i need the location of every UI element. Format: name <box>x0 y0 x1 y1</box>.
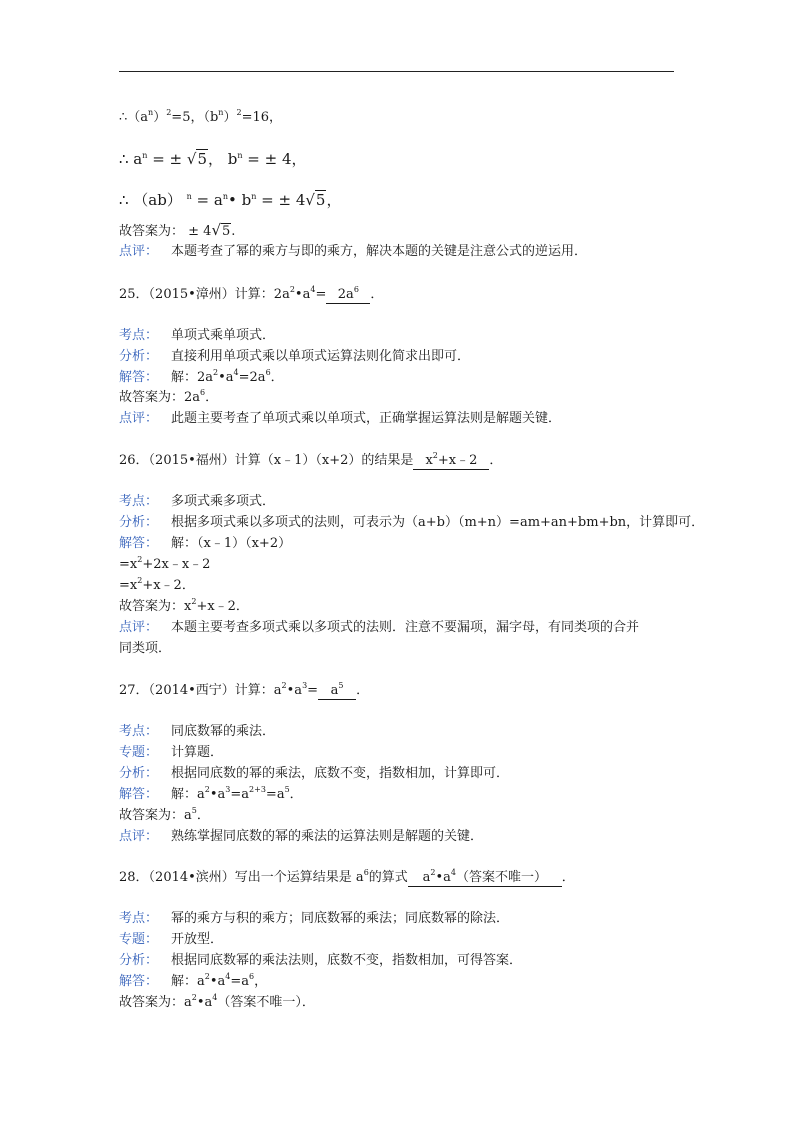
answer-blank: $a^5$ <box>318 683 356 700</box>
q27-dianping: 点评： 熟练掌握同底数的幂的乘法的运算法则是解题的关键． <box>119 829 484 844</box>
q27-kaodian: 考点： 同底数幂的乘法． <box>119 724 276 739</box>
question-27-title: 27．（2014•西宁）计算：$a^2•a^3= a^5$ ． <box>119 681 370 698</box>
header-rule <box>119 71 674 72</box>
q26-step2: $=x^2+x﹣2$． <box>119 576 195 593</box>
q26-answer: 故答案为：$x^2+x﹣2$． <box>119 597 249 614</box>
q28-jieda: 解答： 解：$a^2•a^4=a^6$， <box>119 972 268 989</box>
q27-fenxi: 分析： 根据同底数的幂的乘法，底数不变，指数相加，计算即可． <box>119 766 510 781</box>
sqrt-symbol: √5 <box>305 191 326 209</box>
label-dianping: 点评： <box>119 244 159 259</box>
q26-step1: $=x^2+2x﹣x﹣2$ <box>119 555 211 572</box>
solution-line-2: ∴ $a^n$ = ± √5， $b^n$ = ± 4， <box>119 150 307 168</box>
q27-answer: 故答案为：$a^5$． <box>119 806 210 823</box>
answer-blank: $a^2•a^4$（答案不唯一） <box>408 870 562 887</box>
q26-jieda: 解答： 解：（x﹣1）（x+2） <box>119 536 292 551</box>
q28-zhuanti: 专题： 开放型． <box>119 932 224 947</box>
q25-kaodian: 考点： 单项式乘单项式． <box>119 328 276 343</box>
q27-jieda: 解答： 解：$a^2•a^3=a^{2+3}=a^5$． <box>119 785 303 802</box>
q25-fenxi: 分析： 直接利用单项式乘以单项式运算法则化简求出即可． <box>119 349 471 364</box>
question-26-title: 26．（2015•福州）计算（x﹣1）（x+2）的结果是 $x^2+x﹣2$ ． <box>119 451 503 468</box>
q25-jieda: 解答： 解：$2a^2•a^4=2a^6$． <box>119 368 284 385</box>
question-28-title: 28．（2014•滨州）写出一个运算结果是 $a^6$的算式 $a^2•a^4$（答案不唯一） ． <box>119 868 575 885</box>
q26-fenxi: 分析： 根据多项式乘以多项式的法则，可表示为（a+b）（m+n）=am+an+bm+bn，计算即可． <box>119 515 705 530</box>
q26-kaodian: 考点： 多项式乘多项式． <box>119 494 276 509</box>
sqrt-symbol: √5 <box>211 221 231 239</box>
answer-blank: $x^2+x﹣2$ <box>413 453 489 470</box>
question-25-title: 25．（2015•漳州）计算：$2a^2•a^4= 2a^6$ ． <box>119 285 384 302</box>
sqrt-symbol: √5 <box>186 150 207 168</box>
solution-line-1: $\therefore(a^n)^2=5$，$(b^n)^2=16$， <box>119 108 282 125</box>
solution-line-3: ∴ （ab） $^n = a^n•$ $b^n$ = ± 4√5， <box>119 191 342 209</box>
solution-comment: 点评： 本题考查了幂的乘方与即的乘方，解决本题的关键是注意公式的逆运用． <box>119 244 588 259</box>
q26-dianping-cont: 同类项． <box>119 641 172 656</box>
solution-answer: 故答案为： ± 4√5. <box>119 221 236 239</box>
answer-blank: $2a^6$ <box>326 287 370 304</box>
q28-kaodian: 考点： 幂的乘方与积的乘方；同底数幂的乘法；同底数幂的除法． <box>119 911 510 926</box>
q28-fenxi: 分析： 根据同底数幂的乘法法则，底数不变，指数相加，可得答案． <box>119 953 523 968</box>
q25-dianping: 点评： 此题主要考查了单项式乘以单项式，正确掌握运算法则是解题关键． <box>119 411 562 426</box>
q27-zhuanti: 专题： 计算题． <box>119 745 224 760</box>
q25-answer: 故答案为：$2a^6$． <box>119 388 219 405</box>
q26-dianping: 点评： 本题主要考查多项式乘以多项式的法则．注意不要漏项，漏字母，有同类项的合并 <box>119 620 640 635</box>
q28-answer: 故答案为：$a^2•a^4$（答案不唯一）． <box>119 993 315 1010</box>
